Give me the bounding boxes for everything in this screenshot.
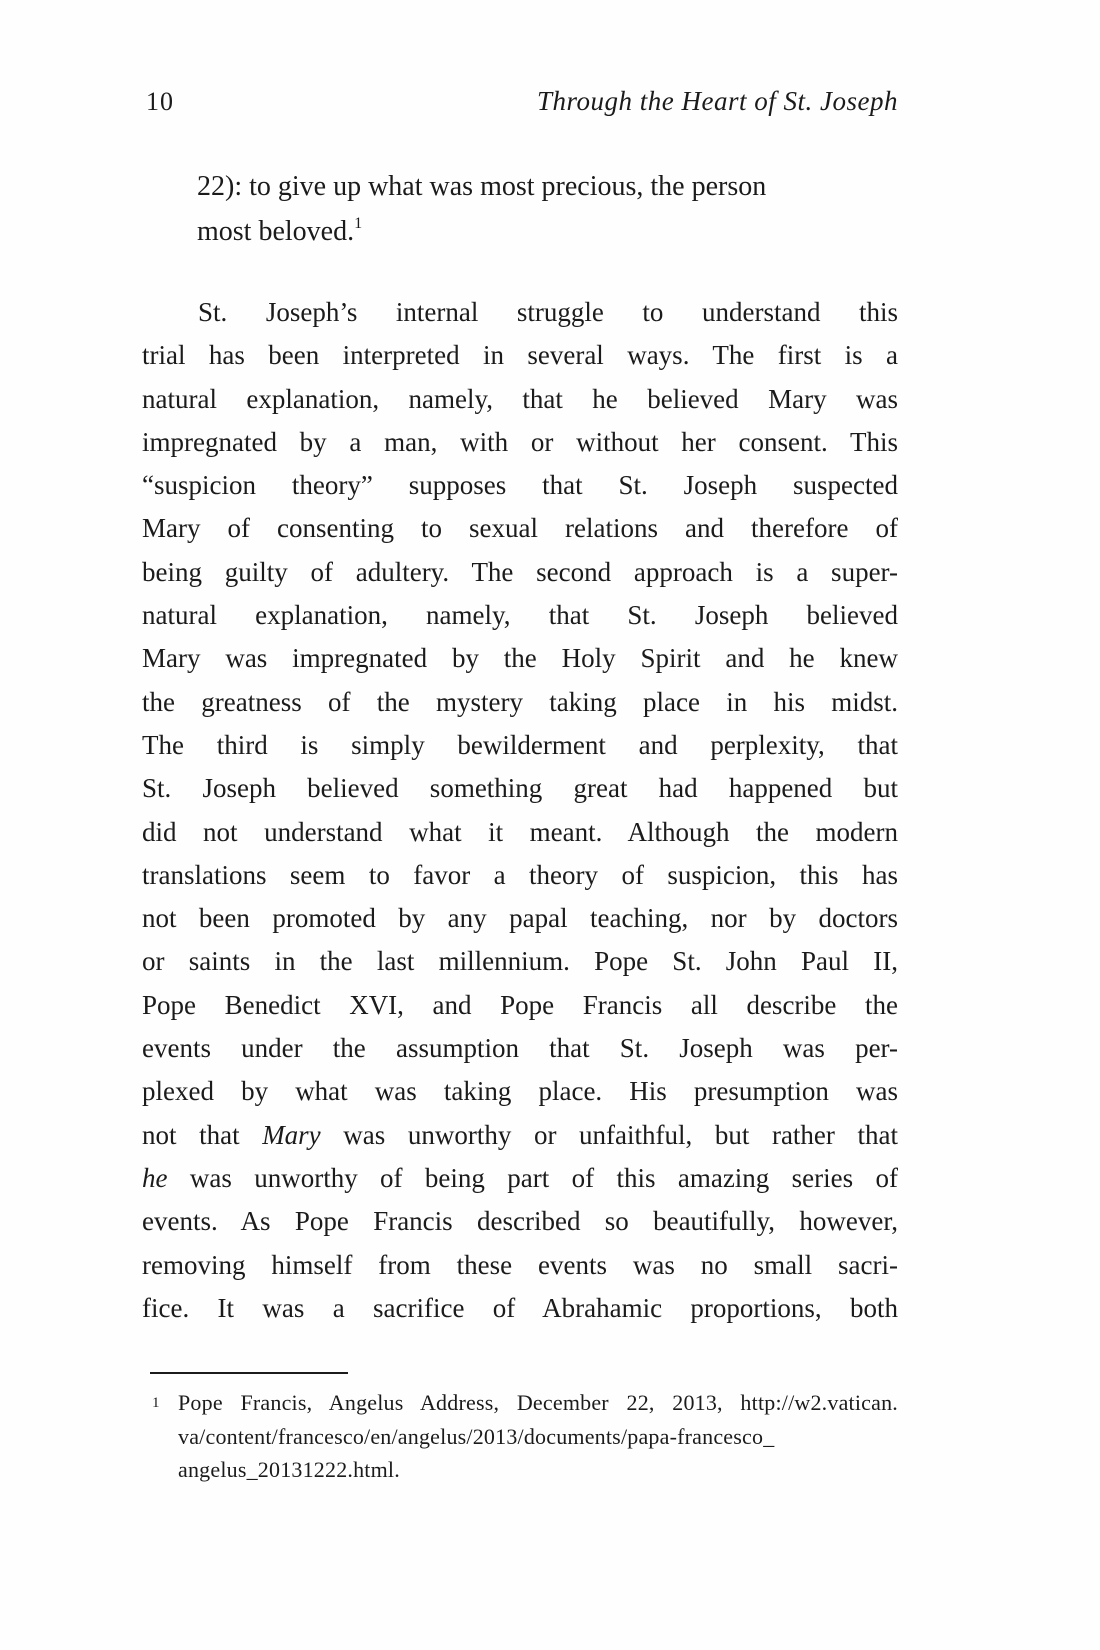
body-line: not been promoted by any papal teaching, nor by doctors <box>142 903 898 934</box>
page-number: 10 <box>146 87 174 116</box>
quote-line: most beloved.$^1$ <box>197 213 363 247</box>
body-line: impregnated by a man, with or without her consent. This <box>142 426 898 457</box>
body-paragraph <box>142 291 898 1330</box>
footnote-marker: 1 <box>152 1395 160 1411</box>
footnote-line: angelus_20131222.html. <box>178 1457 400 1482</box>
body-line: events under the assumption that St. Joseph was per- <box>142 1033 898 1064</box>
running-title: Through the Heart of St. Joseph <box>537 86 898 116</box>
body-line: Mary of consenting to sexual relations and therefore of <box>142 513 898 544</box>
body-line: plexed by what was taking place. His presumption was <box>142 1076 898 1107</box>
footnote-text <box>178 1386 898 1487</box>
body-line: “suspicion theory” supposes that St. Joseph suspected <box>142 470 898 501</box>
body-line: or saints in the last millennium. Pope St. John Paul II, <box>142 946 898 977</box>
footnote <box>150 1386 898 1487</box>
body-line: the greatness of the mystery taking place in his midst. <box>142 686 898 717</box>
body-line: natural explanation, namely, that he believed Mary was <box>142 383 898 414</box>
body-line: translations seem to favor a theory of suspicion, this has <box>142 859 898 890</box>
body-line: events. As Pope Francis described so beautifully, however, <box>142 1206 898 1237</box>
body-line: he was unworthy of being part of this amazing series of <box>142 1162 898 1193</box>
body-line: did not understand what it meant. Although the modern <box>142 816 898 847</box>
footnote-line: Pope Francis, Angelus Address, December 22, 2013, http://w2.vatican. <box>178 1390 898 1415</box>
body-line: natural explanation, namely, that St. Joseph believed <box>142 600 898 631</box>
quote-line: 22): to give up what was most precious, the person <box>197 171 767 202</box>
page-header <box>146 86 898 117</box>
body-line: being guilty of adultery. The second approach is a super- <box>142 556 898 587</box>
body-line: removing himself from these events was no small sacri- <box>142 1249 898 1280</box>
footnote-divider <box>150 1372 348 1374</box>
footnote-line: va/content/francesco/en/angelus/2013/documents/papa-francesco_ <box>178 1423 775 1449</box>
body-line: trial has been interpreted in several ways. The first is a <box>142 340 898 371</box>
body-line: fice. It was a sacrifice of Abrahamic proportions, both <box>142 1292 898 1323</box>
body-line: St. Joseph’s internal struggle to understand this <box>198 297 898 327</box>
body-line: Pope Benedict XVI, and Pope Francis all describe the <box>142 989 898 1020</box>
body-line: not that Mary was unworthy or unfaithful, but rather that <box>142 1119 898 1150</box>
block-quote <box>197 164 860 254</box>
body-line: Mary was impregnated by the Holy Spirit and he knew <box>142 643 898 674</box>
body-line: The third is simply bewilderment and perplexity, that <box>142 729 898 760</box>
body-line: St. Joseph believed something great had happened but <box>142 773 898 804</box>
